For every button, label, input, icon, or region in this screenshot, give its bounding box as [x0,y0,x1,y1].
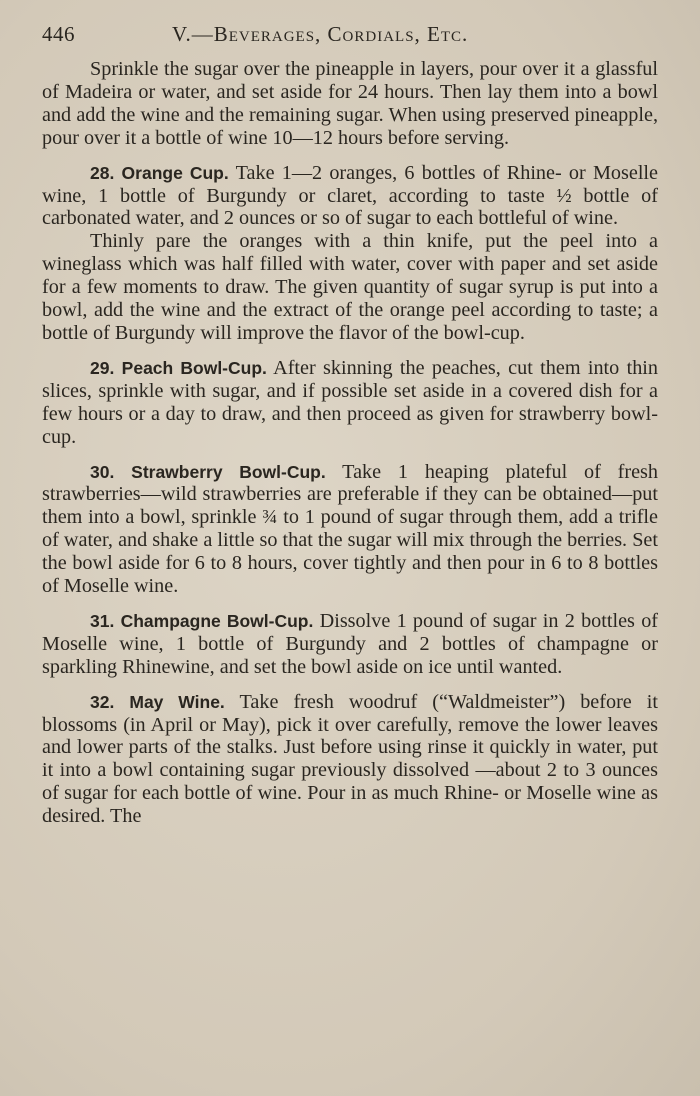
recipe-title: Strawberry Bowl-Cup. [131,461,326,482]
recipe-body: Dissolve 1 pound of sugar in 2 bottles of Moselle wine, 1 bottle of Burgundy and 2 bottles of champagne or sparkling Rhinewine, and set the bowl aside on ice until wanted. [42,609,659,678]
recipe-number: 29. [90,357,115,378]
recipe-29-paragraph [42,357,658,449]
recipe-body: Take 1—2 oranges, 6 bottles of Rhine- or Moselle wine, 1 bottle of Burgundy or claret, according to taste ½ bottle of carbonated water, and 2 ounces or so of sugar to each bottleful of wine. [42,161,658,230]
recipe-body: Take fresh woodruf (“Waldmeister”) before it blossoms (in April or May), pick it over carefully, remove the lower leaves and lower parts of the stalks. Just before using rinse it quickly in water, put it into a bowl containing sugar previously dissolved —about 2 to 3 ounces of sugar for each bottle of wine. Pour in as much Rhine- or Moselle wine as desired. The [42,690,659,828]
intro-paragraph: Sprinkle the sugar over the pineapple in layers, pour over it a glassful of Madeira or water, and set aside for 24 hours. Then lay them into a bowl and add the wine and the remaining sugar. When using preserved pineapple, pour over it a bottle of wine 10—12 hours before serving. [42,58,658,149]
recipe-30-paragraph [42,461,658,598]
recipe-title: Orange Cup. [121,162,229,183]
recipe-31-paragraph [42,610,658,679]
recipe-body: After skinning the peaches, cut them into thin slices, sprinkle with sugar, and if possible set aside in a covered dish for a few hours or a day to draw, and then proceed as given for strawberry bowl-cup. [42,356,658,448]
recipe-number: 31. [90,610,115,631]
running-header [42,22,658,58]
recipe-body: Take 1 heaping plateful of fresh strawberries—wild strawberries are preferable if they can be obtained—put them into a bowl, sprinkle ¾ to 1 pound of sugar through them, add a trifle of water, and shake a little so that the sugar will mix through the berries. Set the bowl aside for 6 to 8 hours, cover tightly and then pour in 6 to 8 bottles of Moselle wine. [42,460,658,598]
recipe-number: 30. [90,461,115,482]
recipe-number: 28. [90,162,115,183]
recipe-number: 32. [90,691,115,712]
page-number: 446 [42,22,75,46]
section-title: V.—Beverages, Cordials, Etc. [172,22,469,46]
recipe-title: Peach Bowl-Cup. [121,357,267,378]
book-page [42,22,658,828]
recipe-title: Champagne Bowl-Cup. [120,610,314,631]
recipe-28-continuation: Thinly pare the oranges with a thin knife, put the peel into a wineglass which was half filled with water, cover with paper and set aside for a few moments to draw. The given quantity of sugar syrup is put into a bowl, add the wine and the extract of the orange peel according to taste; a bottle of Burgundy will improve the flavor of the bowl-cup. [42,230,658,344]
recipe-title: May Wine. [129,691,225,712]
recipe-28-paragraph [42,162,658,231]
recipe-32-paragraph [42,691,658,828]
